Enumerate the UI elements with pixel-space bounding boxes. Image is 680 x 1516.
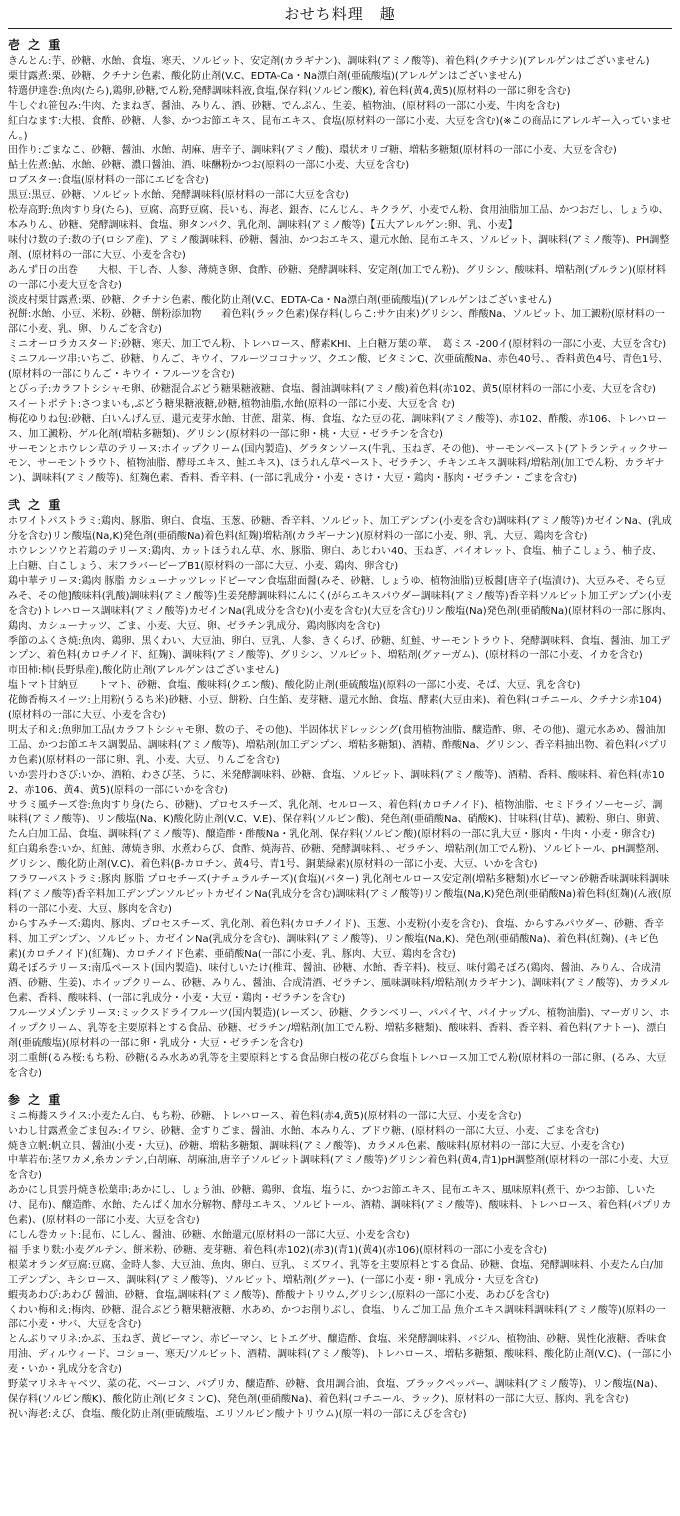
ingredient-entry: 季節のふくさ焼:魚肉、鶏卵、黒くわい、大豆油、卵白、豆乳、人参、きくらげ、砂糖、紅鮭、サーモントラウト、発酵調味料、食塩、醤油、加工デンプン、着色料(カロチノイド、紅麹)、調味料(アミノ酸等)、グリシン、ソルビット、増粘剤(グァーガム)、(原材料の一部に小麦、イカを含む) [8, 635, 671, 662]
ingredient-entry: 牛しぐれ笹包み:牛肉、たまねぎ、醤油、みりん、酒、砂糖、でんぷん、生姜、植物油、(原材料の一部に小麦、牛肉を含む) [8, 100, 560, 112]
ingredient-entry: とんぶりマリネ:かぶ、玉ねぎ、黄ピーマン、赤ピーマン、ヒトエグサ、醸造酢、食塩、米発酵調味料、バジル、植物油、砂糖、異性化液糖、香味食用油、ディルウィード、コショー、寒天/ソルビット、酒精、調味料(アミノ酸等)、トレハロース、増粘多糖類、酸味料、酸化防止剤(V.C)、(一部に小麦・いか・乳成分を含む) [8, 1334, 672, 1376]
ingredient-entry: 蝦夷あわび:あわび 醤油、砂糖、食塩,調味料(アミノ酸等)、酢酸ナトリウム,グリシン,(原料の一部に小麦、あわびを含む) [8, 1289, 550, 1301]
sections-container [8, 37, 672, 1423]
section-heading: 壱 之 重 [8, 38, 63, 52]
ingredient-entry: 梅花ゆりね包:砂糖、白いんげん豆、還元麦芽水飴、甘蔗、甜菜、梅、食塩、なた豆の花、調味料(アミノ酸等)、赤102、酢酸、赤106、トレハロース、加工澱粉、ゲル化剤(増粘多糖類)、グリシン(原材料の一部に卵・桃・大豆・ゼラチンを含む) [8, 413, 667, 440]
title-divider [8, 28, 672, 29]
ingredient-entry: 鶏中華テリーヌ:鶏肉 豚脂 カシューナッツレッドピーマン食塩甜面醤(みそ、砂糖、しょうゆ、植物油脂)豆板醤[唐辛子(塩漬け)、大豆みそ、そら豆みそ、その他]酸味料(乳酸)調味料(アミノ酸等)生姜発酵調味料にんにく(がらエキスパウダー調味料(アミノ酸等)香辛料ソルビット加工デンプン(小麦を含む)トレハロース調味料(アミノ酸等)カゼインNa(乳成分を含む)(小麦を含む)(大豆を含む)リン酸塩(Na)発色剤(亜硝酸Na)(原材料の一部に豚肉、鶏肉、カシューナッツ、ごま、小麦、大豆、卵、ゼラチン乳成分、鶏肉豚肉を含む) [8, 575, 672, 632]
ingredient-entry: いわし甘露煮金ごま包み:イワシ、砂糖、金すりごま、醤油、水飴、本みりん、ブドウ糖、(原材料の一部に大豆、小麦、ごまを含む) [8, 1125, 599, 1137]
ingredient-entry: 鮎土佐煮:鮎、水飴、砂糖、濃口醤油、酒、味醂粉かつお(原料の一部に小麦、大豆を含む) [8, 160, 410, 172]
ingredient-entry: 祝い海老:えび、食塩、酸化防止剤(亜硫酸塩、エリソルビン酸ナトリウム)(原一料の一部にえびを含む) [8, 1408, 467, 1420]
ingredient-entry: 祝餅:水飴、小豆、米粉、砂糖、餅粉添加物 着色料(ラック色素)保存料(しらこ:サケ由来)グリシン、酢酸Na、ソルビット、加工澱粉(原材料の一部に小麦、乳、卵、りんごを含む) [8, 309, 665, 336]
ingredient-entry: 黒豆:黒豆、砂糖、ソルビット水飴、発酵調味料(原材料の一部に大豆を含む) [8, 190, 349, 202]
ingredient-entry: 鶏そぼろテリーヌ:南瓜ペースト(国内製造)、味付しいたけ(椎茸、醤油、砂糖、水飴、香辛料)、枝豆、味付鶏そぼろ(鶏肉、醤油、みりん、合成清酒、砂糖、生姜)、ホイップクリーム、砂糖、みりん、醤油、合成清酒、ゼラチン、風味調味料/増粘剤(カラギナン)、調味料(アミノ酸等)、カラメル色素、香料、酸味料、(一部に乳成分・小麦・大豆・鶏肉・ゼラチンを含む) [8, 963, 670, 1005]
ingredient-entry: 松寿高野:魚肉すり身(たら)、豆腐、高野豆腐、長いも、海老、銀杏、にんじん、キクラゲ、小麦でん粉、食用油脂加工品、かつおだし、しょうゆ、本みりん、砂糖、発酵調味料、食塩、卵タンパク、乳化剤、調味料(アミノ酸等)【五大アレルゲン:卵、乳、小麦】 [8, 205, 669, 231]
ingredient-entry: 野菜マリネキャベツ、菜の花、ベーコン、パプリカ、醸造酢、砂糖、食用調合油、食塩、ブラックペッパー、調味料(アミノ酸等)、リン酸塩(Na)、保存料(ソルビン酸K)、酸化防止剤(ビタミンC)、発色剤(亜硝酸Na)、着色料(コチニール、ラック)、原材料の一部に大豆、豚肉、乳を含む) [8, 1379, 665, 1405]
ingredient-entry: 栗甘露煮:栗、砂糖、クチナシ色素、酸化防止剤(V.C、EDTA-Ca・Na漂白剤(亜硫酸塩)(アレルゲンはございません) [8, 70, 522, 82]
section-2 [8, 497, 672, 1081]
ingredient-entry: フラワーパストラミ:豚肉 豚脂 プロセチーズ(ナチュラルチーズ)(食塩)(バター) 乳化剤セルロース安定剤(増粘多糖類)水ピーマン砂糖香味調味料調味料(アミノ酸等)香辛料加工デンプンソルビットカゼインNa(乳成分を含む)調味料(アミノ酸等)リン酸塩(Na,K)発色剤(亜硝酸Na)着色料(紅麹)(ん液(原料の一部に小麦、大豆、豚肉を含む) [8, 874, 672, 915]
ingredient-entry: ロブスター:食塩(原材料の一部にエビを含む) [8, 175, 209, 187]
ingredient-entry: 紅白鶏糸巻:いか、紅鮭、薄焼き卵、水煮わらび、食酢、焼海苔、砂糖、発酵調味料、、ゼラチン、増粘剤(加工でん粉)、ソルビトール、pH調整剤、グリシン、酸化防止剤(V.C)、着色料(β-カロチン、黄4号、青1号、銅葉緑素)(原材料の一部に小麦、大豆、いかを含む) [8, 844, 666, 871]
ingredient-entry: とびっ子:カラフトシシャモ卵、砂糖混合ぶどう糖果糖液糖、食塩、醤油調味料(アミノ酸)着色料(赤102、黄5(原材料の一部に小麦、大豆を含む) [8, 383, 656, 395]
ingredient-entry: 福 手まり麩:小麦グルテン、餅米粉、砂糖、麦芽糖、着色料(赤102)(赤3)(青1)(黄4)(赤106)(原材料の一部に小麦を含む) [8, 1244, 548, 1256]
ingredient-entry: あんず日の出巻 大根、干し杏、人参、薄焼き卵、食酢、砂糖、発酵調味料、安定剤(加工でん粉)、グリシン、酸味料、増粘剤(プルラン)(原材料の一部に小麦大豆を含む) [8, 264, 667, 291]
section-3 [8, 1092, 672, 1423]
ingredient-entry: 特選伊達巻:魚肉(たら),鶏卵,砂糖,でん粉,発酵調味料液,食塩,保存料(ソルビン酸K), 着色料(黄4,黄5)(原材料の一部に卵を含む) [8, 85, 571, 97]
ingredient-entry: くわい梅和え:梅肉、砂糖、混合ぶどう糖果糖液糖、水あめ、かつお削りぶし、食塩、りんご加工品 魚介エキス調味料調味料(アミノ酸等)(原料の一部に小麦・サバ、大豆を含む) [8, 1304, 666, 1331]
page-title: おせち料理 趣 [284, 5, 396, 23]
ingredient-entry: 市田柿:柿(長野県産),酸化防止剤(アレルゲンはございません) [8, 665, 280, 677]
ingredient-entry: 焼き立帆:帆立貝、醤油(小麦・大豆)、砂糖、増粘多糖類、調味料(アミノ酸等)、カラメル色素、酸味料(原材料の一部に大豆、小麦を含む) [8, 1140, 625, 1152]
ingredient-entry: ホウレンソウと若鶏のテリーヌ:鶏肉、カットほうれん草、水、豚脂、卵白、あじわい40、玉ねぎ、バイオレット、食塩、柚子こしょう、柚子皮、上白糖、白こしょう、末フラバービーブB1(原材料の一部に大豆、小麦、鶏肉、卵含む) [8, 546, 663, 572]
ingredient-entry: スイートポテト:さつまいも,ぶどう糖果糖液糖,砂糖,植物油脂,水飴(原料の一部に小麦、大豆を含 む) [8, 398, 455, 410]
ingredient-entry: 根菜オランダ豆腐:豆腐、金時人参、大豆油、魚肉、卵白、豆乳、ミズワイ、乳等を主要原料とする食品、砂糖、食塩、発酵調味料、小麦たん白/加工デンプン、キシロース、調味料(アミノ酸等)、ソルビット、増粘剤(グァー)、(一部に小麦・卵・乳成分・大豆を含む) [8, 1259, 664, 1286]
section-1 [8, 37, 672, 487]
ingredient-entry: 味付け数の子:数の子(ロシア産)、アミノ酸調味料、砂糖、醤油、かつおエキス、還元水飴、昆布エキス、ソルビット、調味料(アミノ酸等)、PH調整剤、(原材料の一部に大豆、小麦を含む) [8, 234, 670, 261]
ingredient-entry: からすみチーズ:鶏肉、豚肉、プロセスチーズ、乳化剤、着色料(カロチノイド)、玉葱、小麦粉(小麦を含む)、食塩、からすみパウダー、砂糖、香辛料、加工デンプン、ソルビット、カゼインNa(乳成分を含む)、調味料(アミノ酸等)、リン酸塩(Na,K)、発色剤(亜硝酸Na)、着色料(紅麹)、(キビ色素)(カロチノイド)(紅麹)、カロチノイド色素、亜硝酸Na(一部に小麦、乳、豚肉、大豆、鶏肉を含む) [8, 918, 664, 960]
section-heading: 弐 之 重 [8, 498, 63, 513]
ingredient-entry: ミニオーロラカスタード:砂糖、寒天、加工でん粉、トレハロース、酵素KHI、上白糖万葉の華、 葛ミス -200イ(原材料の一部に小麦、大豆を含む) [8, 339, 667, 351]
ingredient-entry: 中華若布:茎ワカメ,糸カンテン,白胡麻、胡麻油,唐辛子ソルビット調味料(アミノ酸等)グリシン着色料(黄4,青1)pH調整剤(原材料の一部に小麦、大豆を含む) [8, 1155, 670, 1182]
ingredient-entry: 羽二重餅(るみ桜:もち粉、砂糖(るみ水あめ乳等を主要原料とする食品卵白桜の花びら食塩トレハロース加工でん粉(原材料の一部に卵、(るみ、大豆を含む) [8, 1052, 667, 1079]
ingredient-entry: 淡皮村栗甘露煮:栗、砂糖、クチナシ色素、酸化防止剤(V.C、EDTA-Ca・Na漂白剤(亜硫酸塩)(アレルゲンはございません) [8, 294, 552, 306]
ingredient-entry: 紅白なます:大根、食酢、砂糖、人参、かつお節エキス、昆布エキス、食塩(原材料の一部に小麦、大豆を含む)(※この商品にアレルギー入っていません。) [8, 115, 672, 142]
ingredient-entry: サラミ風チーズ巻:魚肉すり身(たら、砂糖)、プロセスチーズ、乳化剤、セルロース、着色料(カロチノイド)、植物油脂、セミドライソーセージ、調味料(アミノ酸等)、リン酸塩(Na、K)酸化防止剤(V.C、V.E)、保存料(ソルビン酸)、発色剤(亜硝酸Na、硝酸K)、甘味料(甘草)、澱粉、卵白、卵黄、たん白加工品、食塩、調味料(アミノ酸等)、醸造酢・酢酸Na・乳化剤、保存料(ソルビン酸)(原材料の一部に乳大豆・豚肉・牛肉・小麦・卵含む) [8, 799, 666, 841]
ingredient-entry: あかにし貝雲丹焼き松葉串:あかにし、しょう油、砂糖、鶏卵、食塩、塩うに、かつお節エキス、昆布エキス、風味原料(煮干、かつお節、しいたけ、昆布)、醸造酢、水飴、たんぱく加水分解物、酵母エキス、ソルビトール、酒精、調味料(アミノ酸等)、酸味料、トレハロース、着色料(パプリカ色素)、(原材料の一部に小麦、大豆を含む) [8, 1185, 672, 1227]
ingredient-entry: 花飾香梅スイーツ:上用粉(うるち米)砂糖、小豆、餅粉、白生餡、麦芽糖、還元水飴、食塩、酵素(大豆由来)、着色料(コチニール、クチナシ赤104)(原材料の一部に大豆、小麦を含む) [8, 695, 662, 722]
ingredient-entry: ミニ梅蕎スライス:小麦たん白、もち粉、砂糖、トレハロース、着色料(赤4,黄5)(原材料の一部に大豆、小麦を含む) [8, 1110, 522, 1122]
ingredient-entry: にしん巻カット:昆布、にしん、醤油、砂糖、水飴還元(原材料の一部に大豆、小麦を含む) [8, 1229, 410, 1241]
ingredient-entry: フルーツメゾンテリーヌ:ミックスドライフルーツ(国内製造)(レーズン、砂糖、クランベリー、パパイヤ、パイナップル、植物油脂)、マーガリン、ホイップクリーム、乳等を主要原料とする食品、砂糖、ゼラチン/増粘剤(加工でん粉、増粘多糖類)、酸味料、香料、香辛料、着色料(アナトー)、漂白剤(亜硫酸塩)(原材料の一部に卵・乳成分・大豆・ゼラチンを含む) [8, 1008, 670, 1049]
ingredient-entry: 塩トマト甘納豆 トマト、砂糖、食塩、酸味料(クエン酸)、酸化防止剤(亜硫酸塩)(原料の一部に小麦、そば、大豆、乳を含む) [8, 680, 581, 692]
ingredient-entry: 田作り:ごまなこ、砂糖、醤油、水飴、胡麻、唐辛子、調味料(アミノ酸)、環状オリゴ糖、増粘多糖類(原材料の一部に小麦、大豆を含む) [8, 145, 617, 157]
section-heading: 参 之 重 [8, 1092, 63, 1107]
ingredient-entry: サーモンとホウレン草のテリーヌ:ホイップクリーム(国内製造)、グラタンソース(牛乳、玉ねぎ、その他)、サーモンペースト(アトランティックサーモン、サーモントラウト、植物油脂、酵母エキス、鮭エキス)、ほうれん草ペースト、ゼラチン、チキンエキス調味料/増粘剤(加工でん粉、カラギナン)、調味料(アミノ酸等)、紅麹色素、香料、香辛料、(一部に乳成分・小麦・さけ・大豆・鶏肉・豚肉・ゼラチン・ごまを含む) [8, 443, 668, 485]
ingredient-entry: ホワイトパストラミ:鶏肉、豚脂、卵白、食塩、玉葱、砂糖、香辛料、ソルビット、加工デンプン(小麦を含む)調味料(アミノ酸等)カゼインNa、(乳成分を含む)リン酸塩(Na,K)発色剤(亜硝酸Na)着色料(紅麹)増粘剤(カラギーナン)(原材料の一部に小麦、卵、乳、大豆、鶏肉を含む) [8, 516, 672, 543]
ingredient-entry: ミニフルーツ串:いちご、砂糖、りんご、キウイ、フルーツココナッツ、クエン酸、ビタミンC、次亜硫酸Na、赤色40号、、香料黄色4号、青色1号、(原材料の一部にりんご・キウイ・フルーツを含む) [8, 354, 669, 381]
ingredient-entry: 明太子和え:魚卵加工品(カラフトシシャモ卵、数の子、その他)、半固体状ドレッシング(食用植物油脂、醸造酢、卵、その他)、還元水あめ、醤油加工品、かつお節エキス調製品、調味料(アミノ酸等)、増粘剤(加工デンプン、増粘多糖類)、酒精、酢酸Na、グリシン、香辛料抽出物、着色料(パプリカ色素)(原材料の一部に卵、乳、小麦、大豆、りんごを含む) [8, 724, 669, 766]
ingredient-entry: きんとん:芋、砂糖、水飴、食塩、寒天、ソルビット、安定剤(カラギナン)、調味料(アミノ酸等)、着色料(クチナシ)(アレルゲンはございません) [8, 56, 650, 67]
ingredient-entry: いか雲丹わさび:いか、酒粕、わさび茎、うに、米発酵調味料、砂糖、食塩、ソルビット、調味料(アミノ酸等)、酒精、香料、酸味料、着色料(赤102、赤106、黄4、黄5)(原料の一部にいかを含む) [8, 769, 665, 796]
